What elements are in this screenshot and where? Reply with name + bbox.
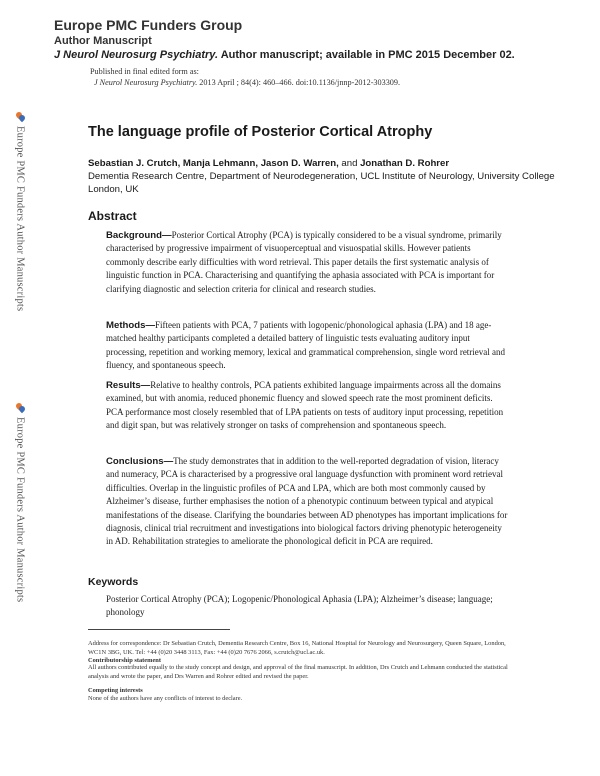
journal-name: J Neurol Neurosurg Psychiatry. xyxy=(54,49,219,61)
manuscript-header xyxy=(54,16,584,62)
journal-availability-line xyxy=(54,48,584,62)
background-text: Posterior Cortical Atrophy (PCA) is typically considered to be a visual syndrome, primarily characterised by progressive impairment of visuoperceptual and visuospatial skills. However patients commonly describe early difficulties with word retrieval. This paper details the first systematic analysis of linguistic function in PCA. Characterising and quantifying the aphasia associated with PCA is important for clarifying diagnostic and selection criteria for clinical and research studies. xyxy=(106,230,502,294)
author-conjunction: and xyxy=(338,158,361,169)
keywords-text: Posterior Cortical Atrophy (PCA); Logopenic/Phonological Aphasia (LPA); Alzheimer’s disease; language; phonology xyxy=(106,594,493,617)
sidebar-text: Europe PMC Funders Author Manuscripts xyxy=(14,417,26,603)
funders-group-title: Europe PMC Funders Group xyxy=(54,17,243,33)
abstract-background xyxy=(106,229,510,296)
results-text: Relative to healthy controls, PCA patients exhibited language impairments across all the domains examined, but with anomia, reduced phonemic fluency and slowed speech rate the most prominent deficits. PCA performance most closely resembled that of LPA patients on tests of auditory input processing, repetition and digit span, but was relatively stronger on tasks of comprehension and spontaneous speech. xyxy=(106,380,504,431)
contributorship-heading-text: Contributorship statement xyxy=(88,657,161,664)
background-label: Background— xyxy=(106,230,172,241)
methods-label: Methods— xyxy=(106,320,156,331)
competing-interests-heading-text: Competing interests xyxy=(88,687,143,694)
correspondence-footnote: Address for correspondence: Dr Sebastian Crutch, Dementia Research Centre, Box 16, National Hospital for Neurology and Neurosurgery, Queen Square, London, WC1N 3BG, UK. Tel: +44 (0)20 3448 3113, Fax: +44 (0)20 7676 2066, s.crutch@ucl.ac.uk. xyxy=(88,640,506,656)
conclusions-text: The study demonstrates that in addition to the well-reported degradation of vision, literacy and numeracy, PCA is characterised by a progressive oral language dysfunction with prominent word retrieval difficulties. Overlap in the linguistic profiles of PCA and LPA, which are both most commonly caused by Alzheimer’s disease, further emphasises the notion of a phenotypic continuum between typical and atypical manifestations of the disease. Clarifying the boundaries between AD phenotypes has important implications for diagnosis, clinical trial recruitment and investigations into biological factors driving phenotypic heterogeneity in AD. Rehabilitation strategies to ameliorate the phonological deficit in PCA are required. xyxy=(106,456,508,547)
published-note xyxy=(90,66,570,88)
sidebar-text: Europe PMC Funders Author Manuscripts xyxy=(14,126,26,312)
europe-pmc-logo-icon xyxy=(16,403,25,414)
footnote-divider xyxy=(88,629,230,630)
author-list xyxy=(88,157,558,170)
methods-text: Fifteen patients with PCA, 7 patients with logopenic/phonological aphasia (LPA) and 18 age-matched healthy participants completed a detailed battery of linguistic tests evaluating auditory input processing, repetition and working memory, lexical and grammatical comprehension, single word retrieval and fluency, and spontaneous speech. xyxy=(106,320,506,371)
article-title: The language profile of Posterior Cortical Atrophy xyxy=(88,124,433,140)
contributorship-text: All authors contributed equally to the study concept and design, and approval of the final manuscript. In addition, Drs Crutch and Lehmann conducted the statistical analysis and wrote the paper, and Drs Warren and Rohrer edited and revised the paper. xyxy=(88,664,508,680)
author-manuscript-label: Author Manuscript xyxy=(54,35,152,47)
sidebar-watermark-bottom xyxy=(12,403,28,602)
abstract-methods xyxy=(106,319,510,373)
citation-journal: J Neurol Neurosurg Psychiatry. xyxy=(94,78,198,87)
affiliation: Dementia Research Centre, Department of Neurodegeneration, UCL Institute of Neurology, University College London, UK xyxy=(88,171,555,195)
abstract-heading: Abstract xyxy=(88,209,137,223)
competing-interests-text: None of the authors have any conflicts of interest to declare. xyxy=(88,695,243,702)
abstract-conclusions xyxy=(106,455,510,549)
keywords-heading: Keywords xyxy=(88,576,139,588)
author-block xyxy=(88,157,558,196)
citation-details: 2013 April ; 84(4): 460–466. doi:10.1136/jnnp-2012-303309. xyxy=(197,78,401,87)
results-label: Results— xyxy=(106,380,151,391)
europe-pmc-logo-icon xyxy=(16,112,25,123)
author-names: Sebastian J. Crutch, Manja Lehmann, Jason D. Warren, xyxy=(88,158,339,169)
availability-text: Author manuscript; available in PMC 2015 December 02. xyxy=(218,49,515,61)
published-citation xyxy=(90,77,570,88)
author-last: Jonathan D. Rohrer xyxy=(360,158,450,169)
published-label: Published in final edited form as: xyxy=(90,67,199,76)
sidebar-watermark-top xyxy=(12,112,28,311)
abstract-results xyxy=(106,379,510,433)
conclusions-label: Conclusions— xyxy=(106,456,174,467)
